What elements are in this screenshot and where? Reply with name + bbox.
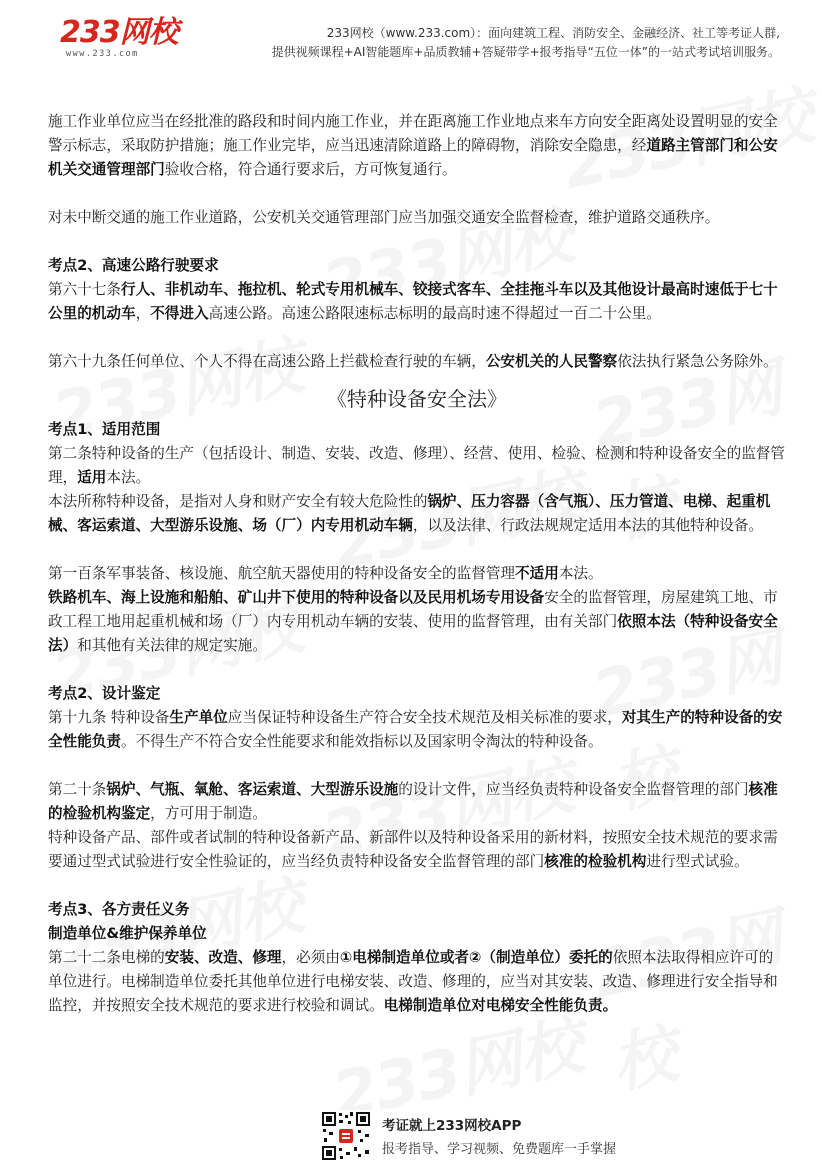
paragraph: 特种设备产品、部件或者试制的特种设备新产品、新部件以及特种设备采用的新材料，按照安全技术规范的要求需要通过型式试验进行安全性验证的，应当经负责特种设备安全监督管理的部门核准的检验机构进行型式试验。 (48, 829, 778, 870)
law-title: 《特种设备安全法》 (327, 387, 507, 411)
section-heading: 考点2、高速公路行驶要求 (48, 257, 219, 274)
section-heading: 考点2、设计鉴定 (48, 685, 161, 702)
logo-text: 233网校 (60, 15, 178, 50)
page-footer (0, 1104, 830, 1174)
paragraph: 本法所称特种设备，是指对人身和财产安全有较大危险性的锅炉、压力容器（含气瓶）、压力管道、电梯、起重机械、客运索道、大型游乐设施、场（厂）内专用机动车辆，以及法律、行政法规规定适用本法的其他特种设备。 (48, 493, 771, 534)
paragraph: 第二条特种设备的生产（包括设计、制造、安装、改造、修理）、经营、使用、检验、检测和特种设备安全的监督管理，适用本法。 (48, 445, 785, 486)
paragraph: 施工作业单位应当在经批准的路段和时间内施工作业，并在距离施工作业地点来车方向安全距离处设置明显的安全警示标志，采取防护措施；施工作业完毕，应当迅速清除道路上的障碍物，消除安全隐患，经道路主管部门和公安机关交通管理部门验收合格，符合通行要求后，方可恢复通行。 (48, 113, 778, 178)
paragraph: 第六十七条行人、非机动车、拖拉机、轮式专用机械车、铰接式客车、全挂拖斗车以及其他设计最高时速低于七十公里的机动车，不得进入高速公路。高速公路限速标志标明的最高时速不得超过一百二十公里。 (48, 281, 778, 322)
header-line-1: 233网校（www.233.com）：面向建筑工程、消防安全、金融经济、社工等考证人群, (326, 26, 780, 40)
paragraph: 第一百条军事装备、核设施、航空航天器使用的特种设备安全的监督管理不适用本法。 (48, 565, 603, 582)
logo-url: www.233.com (66, 49, 139, 59)
paragraph: 第十九条 特种设备生产单位应当保证特种设备生产符合安全技术规范及相关标准的要求，对其生产的特种设备的安全性能负责。不得生产不符合安全性能要求和能效指标以及国家明令淘汰的特种设备。 (48, 709, 783, 750)
paragraph: 第二十条锅炉、气瓶、氧舱、客运索道、大型游乐设施的设计文件，应当经负责特种设备安全监督管理的部门核准的检验机构鉴定，方可用于制造。 (48, 781, 778, 822)
sub-heading: 制造单位&维护保养单位 (48, 925, 207, 942)
paragraph: 第六十九条任何单位、个人不得在高速公路上拦截检查行驶的车辆，公安机关的人民警察依法执行紧急公务除外。 (48, 353, 778, 370)
page-header (0, 0, 830, 72)
brand-logo[interactable] (60, 15, 178, 59)
paragraph: 铁路机车、海上设施和船舶、矿山井下使用的特种设备以及民用机场专用设备安全的监督管理，房屋建筑工地、市政工程工地用起重机械和场（厂）内专用机动车辆的安装、使用的监督管理，由有关部门依照本法（特种设备安全法）和其他有关法律的规定实施。 (48, 589, 778, 654)
section-heading: 考点3、各方责任义务 (48, 901, 190, 918)
document-body (48, 110, 786, 1018)
header-line-2: 提供视频课程+AI智能题库+品质教辅+答疑带学+报考指导“五位一体”的一站式考试培训服务。 (271, 45, 780, 59)
header-description (272, 24, 780, 62)
paragraph: 对未中断交通的施工作业道路，公安机关交通管理部门应当加强交通安全监督检查，维护道路交通秩序。 (48, 209, 720, 226)
section-heading: 考点1、适用范围 (48, 421, 161, 438)
qr-code-icon[interactable] (320, 1110, 372, 1162)
footer-subtitle: 报考指导、学习视频、免费题库一手掌握 (382, 1142, 617, 1157)
footer-title: 考证就上233网校APP (382, 1118, 522, 1134)
paragraph: 第二十二条电梯的安装、改造、修理，必须由①电梯制造单位或者②（制造单位）委托的依照本法取得相应许可的单位进行。电梯制造单位委托其他单位进行电梯安装、改造、修理的，应当对其安装、改造、修理进行安全指导和监控，并按照安全技术规范的要求进行校验和调试。电梯制造单位对电梯安全性能负责。 (48, 949, 778, 1014)
